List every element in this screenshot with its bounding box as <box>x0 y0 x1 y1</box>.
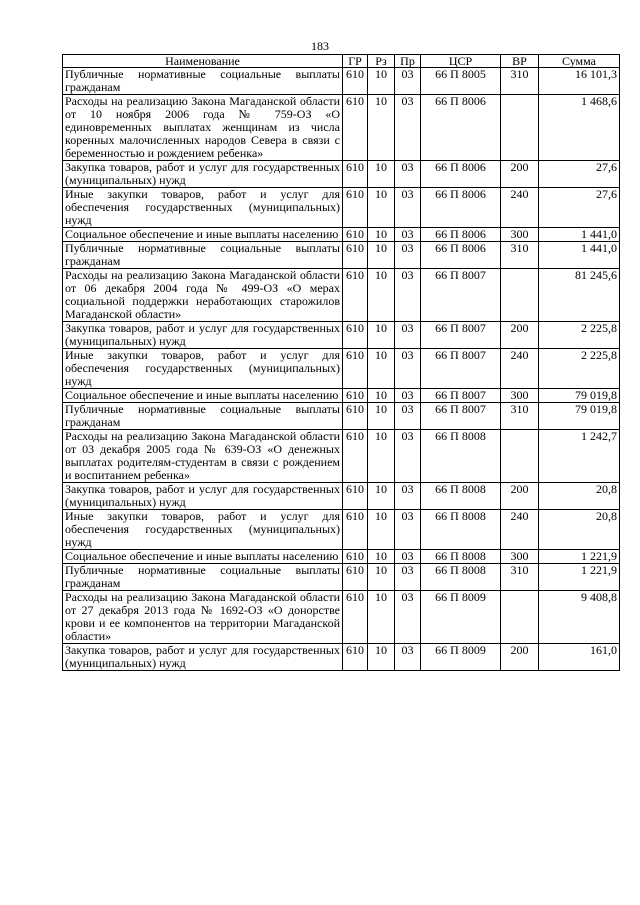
row-vr: 310 <box>501 403 539 430</box>
row-sum: 1 441,0 <box>539 228 620 242</box>
row-pr: 03 <box>395 430 421 483</box>
row-csr: 66 П 8007 <box>421 269 501 322</box>
row-vr: 310 <box>501 564 539 591</box>
row-pr: 03 <box>395 349 421 389</box>
row-sum: 1 242,7 <box>539 430 620 483</box>
row-csr: 66 П 8009 <box>421 644 501 671</box>
table-row <box>63 188 620 228</box>
row-rz: 10 <box>368 322 395 349</box>
row-rz: 10 <box>368 161 395 188</box>
row-rz: 10 <box>368 349 395 389</box>
row-pr: 03 <box>395 228 421 242</box>
row-pr: 03 <box>395 161 421 188</box>
row-csr: 66 П 8005 <box>421 68 501 95</box>
row-pr: 03 <box>395 510 421 550</box>
row-name: Иные закупки товаров, работ и услуг для обеспечения государственных (муниципальных) нужд <box>63 188 343 228</box>
row-vr: 300 <box>501 389 539 403</box>
table-row <box>63 430 620 483</box>
row-csr: 66 П 8006 <box>421 161 501 188</box>
row-vr <box>501 95 539 161</box>
row-gr: 610 <box>343 188 368 228</box>
budget-table <box>62 54 620 671</box>
row-pr: 03 <box>395 242 421 269</box>
row-pr: 03 <box>395 564 421 591</box>
table-row <box>63 95 620 161</box>
row-vr: 200 <box>501 483 539 510</box>
row-name: Закупка товаров, работ и услуг для государственных (муниципальных) нужд <box>63 644 343 671</box>
row-sum: 1 221,9 <box>539 550 620 564</box>
row-vr <box>501 430 539 483</box>
row-vr: 240 <box>501 510 539 550</box>
row-csr: 66 П 8006 <box>421 188 501 228</box>
table-row <box>63 269 620 322</box>
row-name: Иные закупки товаров, работ и услуг для обеспечения государственных (муниципальных) нужд <box>63 349 343 389</box>
row-sum: 20,8 <box>539 483 620 510</box>
row-sum: 161,0 <box>539 644 620 671</box>
row-vr <box>501 269 539 322</box>
row-csr: 66 П 8008 <box>421 483 501 510</box>
row-name: Расходы на реализацию Закона Магаданской области от 27 декабря 2013 года № 1692-ОЗ «О донорстве крови и ее компонентов на территории Магаданской области» <box>63 591 343 644</box>
row-csr: 66 П 8009 <box>421 591 501 644</box>
row-gr: 610 <box>343 483 368 510</box>
table-row <box>63 242 620 269</box>
row-name: Социальное обеспечение и иные выплаты населению <box>63 550 343 564</box>
row-pr: 03 <box>395 68 421 95</box>
row-csr: 66 П 8007 <box>421 389 501 403</box>
row-csr: 66 П 8006 <box>421 242 501 269</box>
row-rz: 10 <box>368 242 395 269</box>
row-csr: 66 П 8008 <box>421 564 501 591</box>
row-name: Закупка товаров, работ и услуг для государственных (муниципальных) нужд <box>63 483 343 510</box>
row-pr: 03 <box>395 269 421 322</box>
row-name: Публичные нормативные социальные выплаты гражданам <box>63 68 343 95</box>
row-pr: 03 <box>395 483 421 510</box>
row-rz: 10 <box>368 564 395 591</box>
row-gr: 610 <box>343 68 368 95</box>
row-vr: 240 <box>501 349 539 389</box>
table-row <box>63 322 620 349</box>
row-gr: 610 <box>343 161 368 188</box>
row-rz: 10 <box>368 591 395 644</box>
row-sum: 1 221,9 <box>539 564 620 591</box>
row-sum: 1 441,0 <box>539 242 620 269</box>
row-pr: 03 <box>395 188 421 228</box>
row-csr: 66 П 8006 <box>421 95 501 161</box>
row-sum: 81 245,6 <box>539 269 620 322</box>
table-row <box>63 564 620 591</box>
row-vr <box>501 591 539 644</box>
table-row <box>63 591 620 644</box>
table-row <box>63 161 620 188</box>
row-vr: 200 <box>501 644 539 671</box>
table-row <box>63 349 620 389</box>
row-gr: 610 <box>343 510 368 550</box>
row-rz: 10 <box>368 430 395 483</box>
row-gr: 610 <box>343 269 368 322</box>
row-rz: 10 <box>368 403 395 430</box>
header-vr: ВР <box>501 55 539 68</box>
row-rz: 10 <box>368 483 395 510</box>
row-vr: 200 <box>501 161 539 188</box>
row-vr: 300 <box>501 228 539 242</box>
row-gr: 610 <box>343 644 368 671</box>
row-pr: 03 <box>395 322 421 349</box>
row-name: Социальное обеспечение и иные выплаты населению <box>63 228 343 242</box>
row-pr: 03 <box>395 591 421 644</box>
row-sum: 1 468,6 <box>539 95 620 161</box>
row-vr: 300 <box>501 550 539 564</box>
table-row <box>63 483 620 510</box>
row-gr: 610 <box>343 322 368 349</box>
row-name: Иные закупки товаров, работ и услуг для обеспечения государственных (муниципальных) нужд <box>63 510 343 550</box>
row-gr: 610 <box>343 228 368 242</box>
header-gr: ГР <box>343 55 368 68</box>
row-rz: 10 <box>368 228 395 242</box>
row-name: Публичные нормативные социальные выплаты гражданам <box>63 242 343 269</box>
row-name: Расходы на реализацию Закона Магаданской области от 06 декабря 2004 года № 499-ОЗ «О мерах социальной поддержки неработающих старожилов Магаданской области» <box>63 269 343 322</box>
row-gr: 610 <box>343 564 368 591</box>
row-sum: 27,6 <box>539 161 620 188</box>
page-number: 183 <box>311 39 329 53</box>
row-pr: 03 <box>395 644 421 671</box>
row-pr: 03 <box>395 95 421 161</box>
row-rz: 10 <box>368 389 395 403</box>
row-sum: 27,6 <box>539 188 620 228</box>
header-csr: ЦСР <box>421 55 501 68</box>
row-csr: 66 П 8008 <box>421 550 501 564</box>
header-sum: Сумма <box>539 55 620 68</box>
row-sum: 9 408,8 <box>539 591 620 644</box>
row-csr: 66 П 8008 <box>421 430 501 483</box>
row-sum: 16 101,3 <box>539 68 620 95</box>
row-rz: 10 <box>368 550 395 564</box>
row-sum: 2 225,8 <box>539 322 620 349</box>
row-gr: 610 <box>343 242 368 269</box>
row-csr: 66 П 8007 <box>421 322 501 349</box>
row-name: Закупка товаров, работ и услуг для государственных (муниципальных) нужд <box>63 322 343 349</box>
row-csr: 66 П 8007 <box>421 403 501 430</box>
header-pr: Пр <box>395 55 421 68</box>
row-rz: 10 <box>368 510 395 550</box>
row-pr: 03 <box>395 389 421 403</box>
header-name: Наименование <box>63 55 343 68</box>
row-sum: 20,8 <box>539 510 620 550</box>
row-name: Закупка товаров, работ и услуг для государственных (муниципальных) нужд <box>63 161 343 188</box>
header-rz: Рз <box>368 55 395 68</box>
table-row <box>63 550 620 564</box>
row-pr: 03 <box>395 403 421 430</box>
row-vr: 310 <box>501 242 539 269</box>
row-vr: 310 <box>501 68 539 95</box>
row-rz: 10 <box>368 644 395 671</box>
table-header-row <box>63 55 620 68</box>
row-vr: 240 <box>501 188 539 228</box>
table-row <box>63 68 620 95</box>
row-gr: 610 <box>343 430 368 483</box>
row-gr: 610 <box>343 349 368 389</box>
row-name: Социальное обеспечение и иные выплаты населению <box>63 389 343 403</box>
row-name: Публичные нормативные социальные выплаты гражданам <box>63 403 343 430</box>
row-rz: 10 <box>368 188 395 228</box>
row-name: Расходы на реализацию Закона Магаданской области от 10 ноября 2006 года № 759-ОЗ «О единовременных выплатах женщинам из числа коренных малочисленных народов Севера в связи с беременностью и рождением ребенка» <box>63 95 343 161</box>
row-sum: 2 225,8 <box>539 349 620 389</box>
table-row <box>63 228 620 242</box>
row-gr: 610 <box>343 403 368 430</box>
row-gr: 610 <box>343 550 368 564</box>
row-rz: 10 <box>368 269 395 322</box>
table-row <box>63 510 620 550</box>
row-gr: 610 <box>343 591 368 644</box>
row-sum: 79 019,8 <box>539 403 620 430</box>
row-csr: 66 П 8008 <box>421 510 501 550</box>
row-csr: 66 П 8007 <box>421 349 501 389</box>
row-rz: 10 <box>368 68 395 95</box>
row-name: Расходы на реализацию Закона Магаданской области от 03 декабря 2005 года № 639-ОЗ «О денежных выплатах родителям-студентам в связи с рождением и воспитанием ребенка» <box>63 430 343 483</box>
row-pr: 03 <box>395 550 421 564</box>
table-row <box>63 389 620 403</box>
row-rz: 10 <box>368 95 395 161</box>
row-gr: 610 <box>343 389 368 403</box>
row-name: Публичные нормативные социальные выплаты гражданам <box>63 564 343 591</box>
row-csr: 66 П 8006 <box>421 228 501 242</box>
table-row <box>63 403 620 430</box>
row-gr: 610 <box>343 95 368 161</box>
table-row <box>63 644 620 671</box>
row-vr: 200 <box>501 322 539 349</box>
row-sum: 79 019,8 <box>539 389 620 403</box>
